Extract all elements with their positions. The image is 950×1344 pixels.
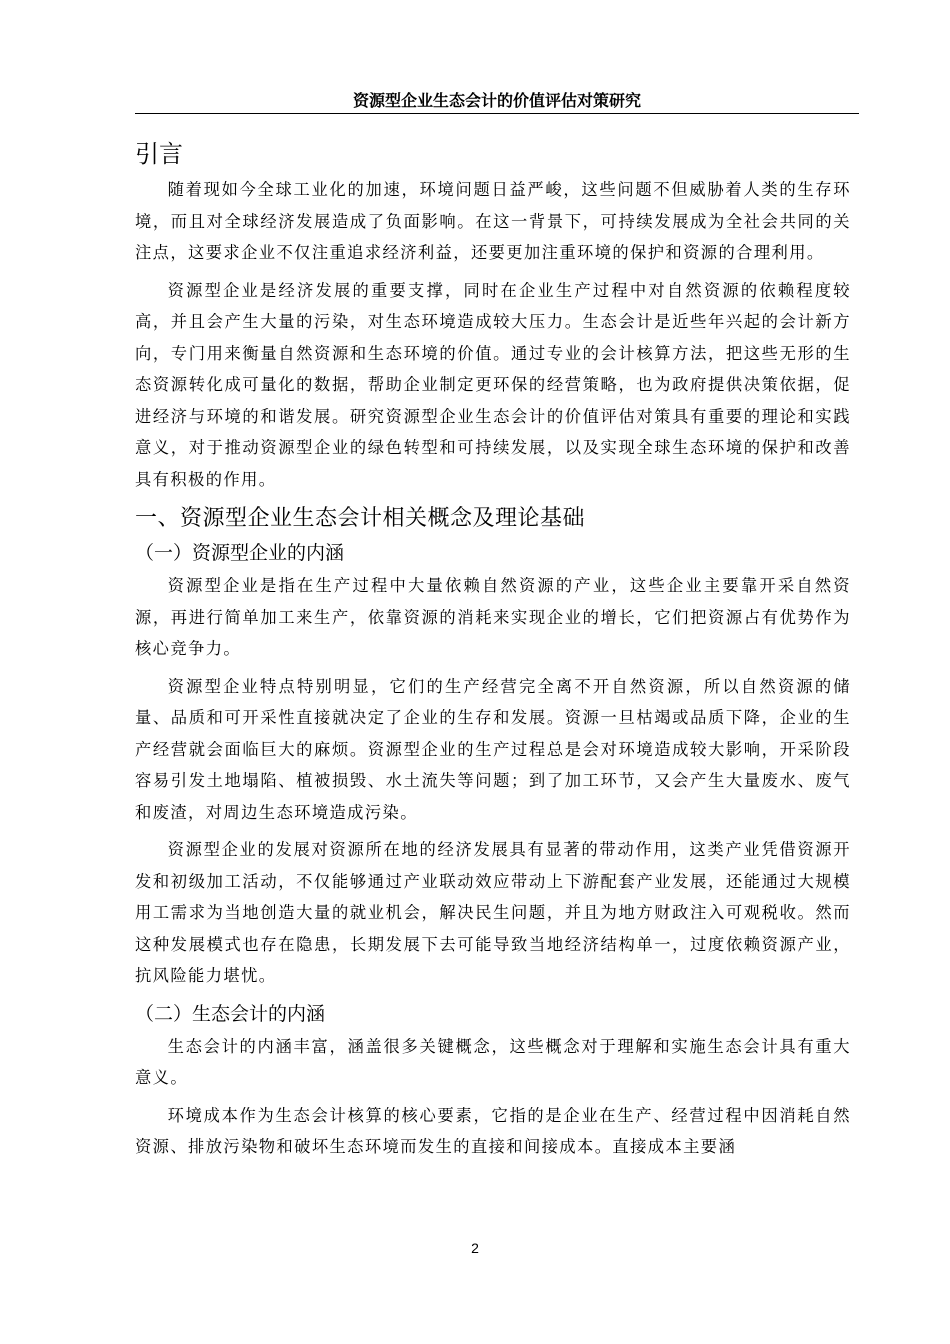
subsection-2-paragraph-1: 生态会计的内涵丰富，涵盖很多关键概念，这些概念对于理解和实施生态会计具有重大意义。	[135, 1036, 851, 1087]
subsection-1-heading: （一）资源型企业的内涵	[135, 542, 345, 564]
subsection-1-paragraph-3: 资源型企业的发展对资源所在地的经济发展具有显著的带动作用，这类产业凭借资源开发和初级加工活动，不仅能够通过产业联动效应带动上下游配套产业发展，还能通过大规模用工需求为当地创造大量的就业机会，解决民生问题，并且为地方财政注入可观税收。然而这种发展模式也存在隐患，长期发展下去可能导致当地经济结构单一，过度依赖资源产业，抗风险能力堪忧。	[135, 840, 851, 985]
subsection-2-paragraph-2: 环境成本作为生态会计核算的核心要素，它指的是企业在生产、经营过程中因消耗自然资源、排放污染物和破坏生态环境而发生的直接和间接成本。直接成本主要涵	[135, 1105, 851, 1156]
subsection-2-heading: （二）生态会计的内涵	[135, 1002, 326, 1025]
subsection-1-paragraph-2: 资源型企业特点特别明显，它们的生产经营完全离不开自然资源，所以自然资源的储量、品质和可开采性直接就决定了企业的生存和发展。资源一旦枯竭或品质下降，企业的生产经营就会面临巨大的麻烦。资源型企业的生产过程总是会对环境造成较大影响，开采阶段容易引发土地塌陷、植被损毁、水土流失等问题；到了加工环节，又会产生大量废水、废气和废渣，对周边生态环境造成污染。	[135, 676, 851, 822]
subsection-1-paragraph-1: 资源型企业是指在生产过程中大量依赖自然资源的产业，这些企业主要靠开采自然资源，再进行简单加工来生产，依靠资源的消耗来实现企业的增长，它们把资源占有优势作为核心竞争力。	[135, 576, 851, 658]
intro-paragraph-2: 资源型企业是经济发展的重要支撑，同时在企业生产过程中对自然资源的依赖程度较高，并且会产生大量的污染，对生态环境造成较大压力。生态会计是近些年兴起的会计新方向，专门用来衡量自然资源和生态环境的价值。通过专业的会计核算方法，把这些无形的生态资源转化成可量化的数据，帮助企业制定更环保的经营策略，也为政府提供决策依据，促进经济与环境的和谐发展。研究资源型企业生态会计的价值评估对策具有重要的理论和实践意义，对于推动资源型企业的绿色转型和可持续发展，以及实现全球生态环境的保护和改善具有积极的作用。	[135, 280, 851, 489]
intro-heading: 引言	[135, 140, 183, 168]
page-body	[135, 134, 851, 1169]
running-header-title: 资源型企业生态会计的价值评估对策研究	[135, 90, 859, 114]
intro-paragraph-1: 随着现如今全球工业化的加速，环境问题日益严峻，这些问题不但威胁着人类的生存环境，而且对全球经济发展造成了负面影响。在这一背景下，可持续发展成为全社会共同的关注点，这要求企业不仅注重追求经济利益，还要更加注重环境的保护和资源的合理利用。	[135, 180, 851, 262]
page-number: 2	[471, 1240, 479, 1256]
section-1-heading: 一、资源型企业生态会计相关概念及理论基础	[135, 506, 586, 531]
